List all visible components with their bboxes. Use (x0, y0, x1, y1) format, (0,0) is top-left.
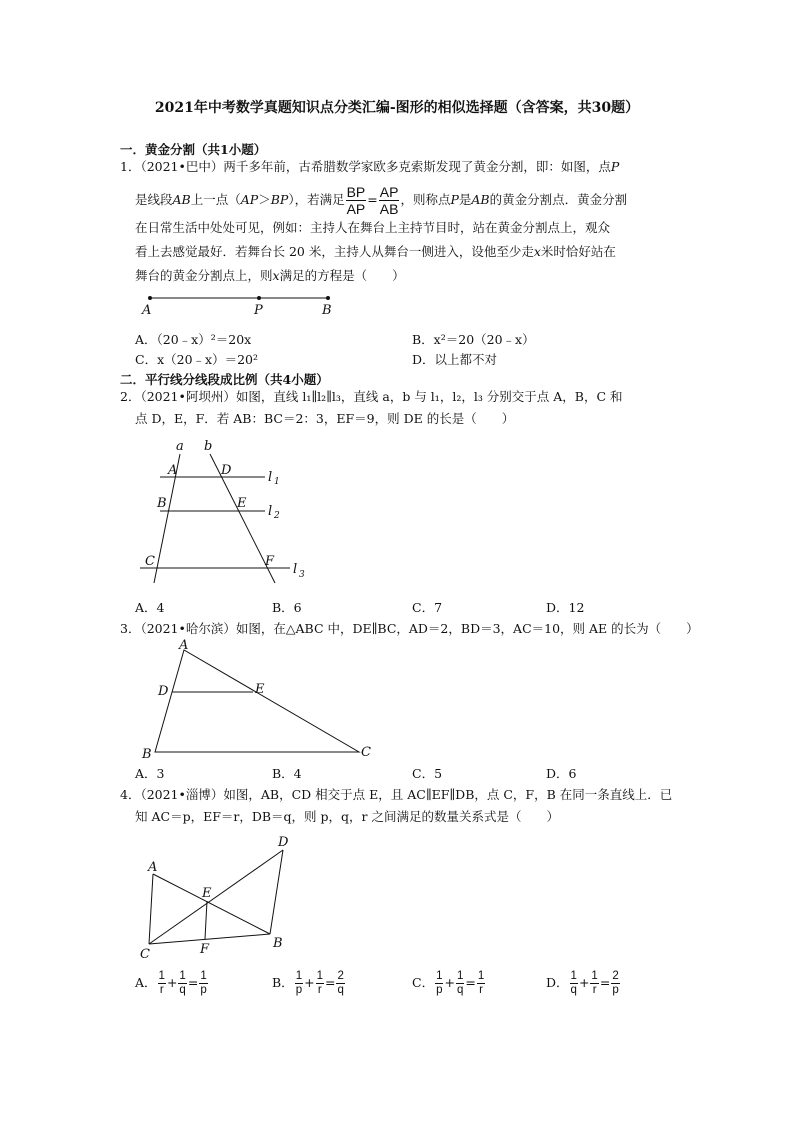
q1-var: P (610, 159, 620, 174)
label-l1: l (268, 470, 273, 485)
label-E: E (202, 886, 212, 901)
q1-line-5 (135, 265, 405, 287)
section-heading-1: 一．黄金分割（共1小题） (120, 142, 267, 157)
q2-option-a[interactable]: A．4 (135, 600, 165, 615)
fraction: $\frac{1}{p}$ (295, 970, 303, 996)
label-E: E (237, 496, 247, 511)
label-B: B (142, 747, 152, 762)
segment-ac (149, 874, 153, 944)
q1-text: ，则称点 (400, 192, 451, 207)
label-l2: l (268, 504, 273, 519)
fraction: $\frac{2}{p}$ (612, 970, 619, 996)
fraction: $\frac{1}{r}$ (158, 970, 165, 996)
sub-3: 3 (299, 570, 305, 580)
fraction: $\frac{1}{r}$ (591, 970, 598, 996)
label-l3: l (293, 562, 298, 577)
segment-db (270, 850, 283, 934)
fraction: $\frac{1}{r}$ (316, 970, 323, 996)
fraction: $\frac{1}{q}$ (570, 970, 577, 996)
q1-option-a[interactable]: A．（20﹣x）²＝20x (135, 332, 252, 347)
fraction: $\frac{1}{q}$ (456, 970, 464, 996)
label-E: E (255, 682, 265, 697)
sub-2: 2 (274, 511, 280, 521)
q2-parallel-lines-figure (135, 436, 315, 586)
label-a-line: a (176, 439, 184, 454)
q1-var: AB (471, 192, 490, 207)
label-C: C (140, 947, 150, 962)
q1-line-4 (135, 241, 616, 263)
q4-option-b[interactable]: B． $\frac{1}{p}$ + $\frac{1}{r}$ = $\frac{2}{q}$ (272, 970, 344, 996)
fraction: $\frac{1}{p}$ (200, 970, 207, 996)
q1-text: 1．（2021•巴中）两千多年前，古希腊数学家欧多克索斯发现了黄金分割，即：如图，点 (120, 159, 611, 174)
q4-figure (135, 830, 305, 965)
q1-var: x (272, 268, 280, 283)
q3-option-b[interactable]: B．4 (272, 766, 302, 781)
fraction: $\frac{1}{q}$ (179, 970, 186, 996)
label-b: B (322, 303, 332, 318)
q1-var: x (533, 244, 541, 259)
q1-text: 的黄金分割点．黄金分割 (489, 192, 628, 207)
q1-line-2 (135, 184, 627, 217)
section-heading-2: 二．平行线分线段成比例（共4小题） (120, 372, 329, 387)
q2-option-d[interactable]: D．12 (546, 600, 585, 615)
label-D: D (221, 463, 232, 478)
point-b (326, 296, 330, 300)
q1-text: 是线段 (135, 192, 173, 207)
fraction-bp-ap: $\frac{BP}{AP}$ (346, 184, 366, 217)
q1-var: AB (172, 192, 191, 207)
fraction-ap-ab: $\frac{AP}{AB}$ (379, 184, 399, 217)
q1-var: P (450, 192, 459, 207)
label-a: A (142, 303, 152, 318)
point-p (257, 296, 261, 300)
segment-ab (153, 874, 270, 934)
q2-option-c[interactable]: C．7 (412, 600, 443, 615)
q4-line-1: 4．（2021•淄博）如图，AB，CD 相交于点 E，且 AC∥EF∥DB，点 C，F，B 在同一条直线上．已 (120, 787, 673, 802)
segment-ef (205, 901, 207, 939)
q1-option-c[interactable]: C．x（20﹣x）＝20² (135, 352, 258, 367)
fraction: $\frac{2}{q}$ (337, 970, 344, 996)
q1-line-3: 在日常生活中处处可见，例如：主持人在舞台上主持节目时，站在黄金分割点上，观众 (135, 220, 611, 235)
triangle-abc (155, 650, 359, 752)
label-C: C (145, 554, 155, 569)
q1-var: BP (270, 192, 289, 207)
q1-text: 舞台的黄金分割点上，则 (135, 268, 273, 283)
fraction: $\frac{1}{p}$ (436, 970, 443, 996)
q1-line-1 (120, 156, 619, 178)
label-F: F (265, 554, 275, 569)
label-F: F (200, 942, 210, 957)
q1-segment-figure (135, 288, 355, 320)
label-D: D (278, 835, 289, 850)
q1-text: 米时恰好站在 (540, 244, 616, 259)
label-A: A (148, 860, 158, 875)
segment-cb (149, 934, 270, 944)
q1-text: 看上去感觉最好．若舞台长 20 米，主持人从舞台一侧进入，设他至少走 (135, 244, 534, 259)
q4-option-a[interactable]: A． $\frac{1}{r}$ + $\frac{1}{q}$ = $\frac{1}{p}$ (135, 970, 207, 996)
label-A: A (168, 463, 178, 478)
q2-line-2: 点 D，E，F．若 AB：BC＝2：3，EF＝9，则 DE 的长是（ ） (135, 411, 515, 426)
sub-1: 1 (274, 477, 280, 487)
page-title: 2021年中考数学真题知识点分类汇编-图形的相似选择题（含答案，共30题） (154, 100, 640, 116)
q3-option-a[interactable]: A．3 (135, 766, 165, 781)
q1-option-d[interactable]: D．以上都不对 (412, 352, 498, 367)
fraction: $\frac{1}{r}$ (477, 970, 485, 996)
q1-text: 上一点（ (190, 192, 241, 207)
q1-text: 是 (458, 192, 472, 207)
label-p: P (254, 303, 263, 318)
equals-sign: = (367, 192, 378, 207)
label-b-line: b (204, 439, 213, 454)
point-a (148, 296, 152, 300)
label-B: B (273, 936, 283, 951)
q1-text: ＞ (258, 192, 271, 207)
label-D: D (158, 684, 169, 699)
q2-line-1: 2．（2021•阿坝州）如图，直线 l₁∥l₂∥l₃，直线 a，b 与 l₁，l₂，l₃ 分别交于点 A，B，C 和 (120, 389, 623, 404)
q4-option-d[interactable]: D． $\frac{1}{q}$ + $\frac{1}{r}$ = $\frac{2}{p}$ (546, 970, 619, 996)
q1-var: AP (240, 192, 259, 207)
q4-option-c[interactable]: C． $\frac{1}{p}$ + $\frac{1}{q}$ = $\frac{1}{r}$ (412, 970, 485, 996)
q3-option-d[interactable]: D．6 (546, 766, 577, 781)
label-A: A (179, 638, 189, 653)
q2-option-b[interactable]: B．6 (272, 600, 302, 615)
q3-triangle-figure (135, 638, 380, 762)
q1-option-b[interactable]: B．x²＝20（20﹣x） (412, 332, 535, 347)
q1-text: 满足的方程是（ ） (279, 268, 405, 283)
label-B: B (157, 496, 167, 511)
q3-line-1: 3．（2021•哈尔滨）如图，在△ABC 中，DE∥BC，AD＝2，BD＝3，AC＝10，则 AE 的长为（ ） (120, 621, 699, 636)
q1-text: ），若满足 (288, 192, 345, 207)
q4-line-2: 知 AC＝p，EF＝r，DB＝q，则 p，q，r 之间满足的数量关系式是（ ） (135, 809, 559, 824)
label-C: C (361, 745, 371, 760)
q3-option-c[interactable]: C．5 (412, 766, 443, 781)
